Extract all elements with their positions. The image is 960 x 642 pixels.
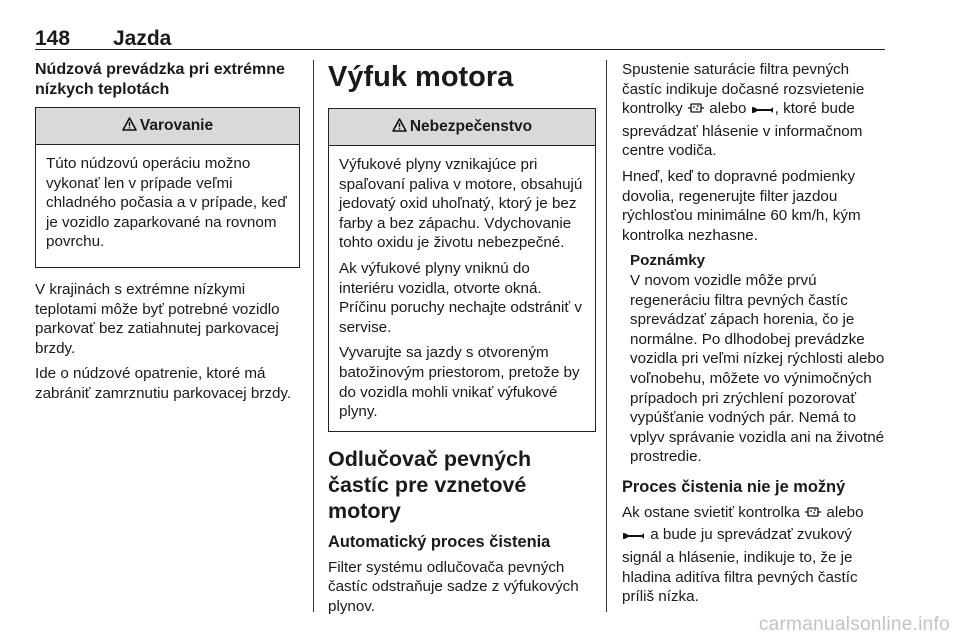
- note-text: V novom vozidle môže prvú regeneráciu filtra pevných častíc sprevádzať zápach horenia, čo je normálne. Po dlhodobej prevádzke vozidla pri veľmi nízkej rýchlosti alebo voľnobehu, môžete vo výnimočných prípadoch pri zrýchlení pozorovať vypúšťanie vodných pár. Nemá to vplyv správanie vozidla ani na životné prostredie.: [630, 271, 885, 466]
- exhaust-pipe-icon: [622, 528, 646, 548]
- particle-filter-icon: [804, 504, 822, 526]
- text-segment: Ak ostane svietiť kontrolka: [622, 503, 800, 521]
- danger-text: Ak výfukové plyny vniknú do interiéru vozidla, otvorte okná. Príčinu poruchy nechajte odstrániť v servise.: [339, 259, 582, 336]
- text-segment: alebo: [709, 100, 747, 118]
- column-divider: [313, 60, 314, 612]
- danger-title: Nebezpečenstvo: [409, 118, 533, 135]
- text-segment: alebo: [826, 503, 864, 521]
- warning-title: Varovanie: [139, 117, 214, 134]
- watermark: carmanualsonline.info: [758, 614, 950, 635]
- note-block: [630, 251, 890, 467]
- chapter-title: Jazda: [113, 27, 172, 50]
- danger-text: Výfukové plyny vznikajúce pri spaľovaní paliva v motore, obsahujú jedovatý oxid uhoľnatý, ktorý je bez farby a bez zápachu. Vdychovanie tohto oxidu je životu nebezpečné.: [339, 156, 583, 252]
- note-label: Poznámky: [630, 252, 706, 270]
- column-divider: [606, 60, 607, 612]
- column-1: [35, 60, 300, 410]
- danger-box-body: [329, 146, 595, 431]
- text-segment: a bude ju sprevádzať zvukový signál a hlásenie, indikuje to, že je hladina aditíva filtra pevných častíc príliš nízka.: [622, 526, 858, 606]
- warning-box-body: [36, 145, 299, 267]
- danger-text: Vyvarujte sa jazdy s otvoreným batožinovým priestorom, pretože by do vozidla mohli vnikať výfukové plyny.: [339, 344, 580, 421]
- warning-box: [35, 107, 300, 268]
- warning-triangle-icon: [392, 110, 407, 146]
- body-paragraph: Filter systému odlučovača pevných častíc odstraňuje sadze z výfukových plynov.: [328, 558, 579, 615]
- body-paragraph: Hneď, keď to dopravné podmienky dovolia, regenerujte filter jazdou rýchlosťou minimálne 60 km/h, kým kontrolka nezhasne.: [622, 167, 861, 244]
- page-number: 148: [35, 27, 71, 50]
- danger-box: [328, 108, 596, 432]
- body-paragraph: V krajinách s extrémne nízkymi teplotami môže byť potrebné vozidlo parkovať bez zatiahnutej parkovacej brzdy.: [35, 280, 280, 357]
- page-header: [35, 27, 885, 50]
- body-paragraph: Ide o núdzové opatrenie, ktoré má zabrániť zamrznutiu parkovacej brzdy.: [35, 365, 292, 402]
- body-paragraph: [622, 60, 890, 161]
- danger-box-header: [329, 109, 595, 146]
- exhaust-pipe-icon: [751, 102, 775, 122]
- column-2: [328, 60, 596, 623]
- warning-text: Túto núdzovú operáciu možno vykonať len v prípade veľmi chladného počasia a v prípade, keď je vozidlo zaparkované na rovnom povrchu.: [46, 155, 287, 251]
- main-title: Výfuk motora: [328, 61, 514, 93]
- section-heading: Núdzová prevádzka pri extrémne nízkych teplotách: [35, 61, 285, 98]
- text-segment: , ktoré bude sprevádzať hlásenie v informačnom centre vodiča.: [622, 100, 863, 160]
- text-segment: Spustenie saturácie filtra pevných častíc indikuje dočasné rozsvietenie kontrolky: [622, 61, 865, 118]
- body-paragraph: [622, 503, 890, 607]
- subsection-title: Automatický proces čistenia: [328, 532, 551, 551]
- subsection-title: Proces čistenia nie je možný: [622, 477, 846, 496]
- warning-box-header: [36, 108, 299, 145]
- section-title: Odlučovač pevných častíc pre vznetové motory: [328, 446, 532, 523]
- particle-filter-icon: [687, 100, 705, 122]
- column-3: [622, 60, 890, 613]
- warning-triangle-icon: [122, 109, 137, 145]
